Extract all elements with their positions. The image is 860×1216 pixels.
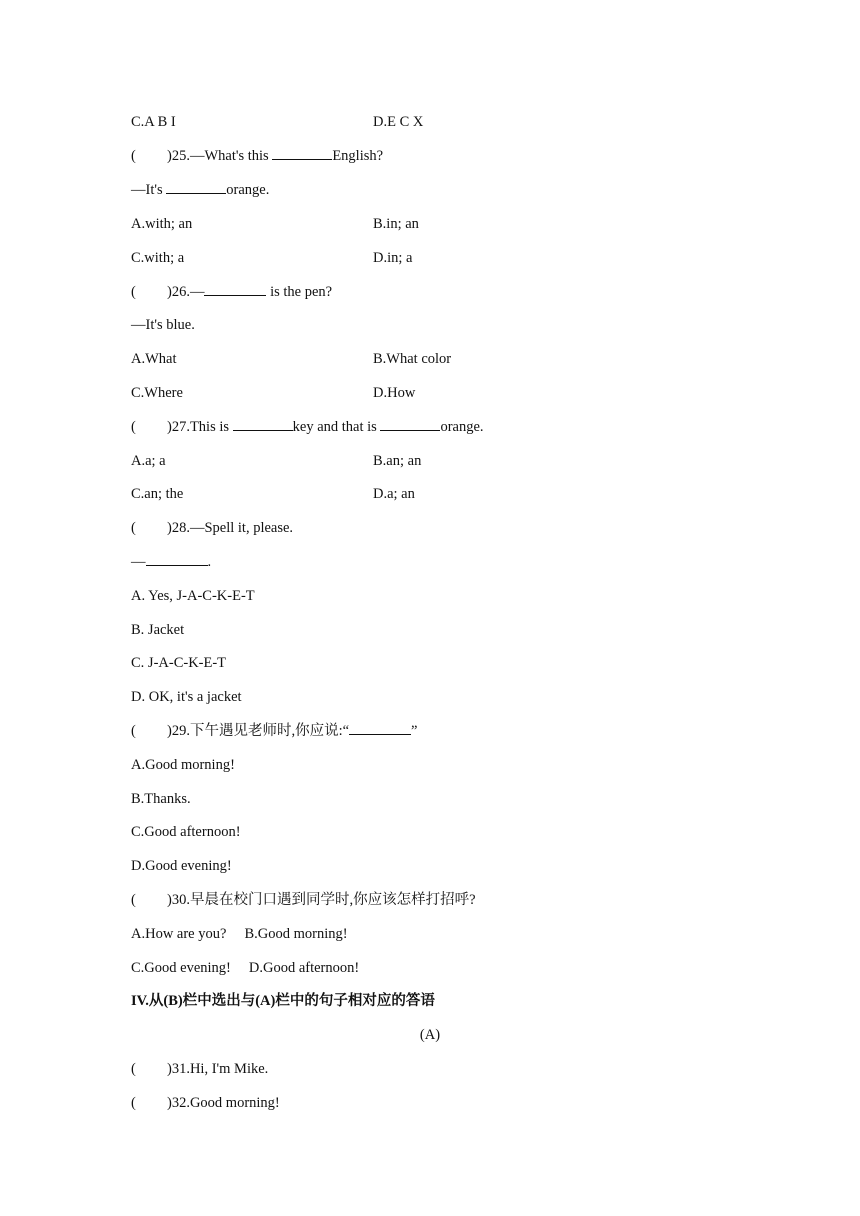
q26-option-a[interactable]: A.What [131, 351, 177, 367]
q27-options-row-2 [131, 483, 751, 505]
q27-option-b[interactable]: B.an; an [373, 453, 422, 469]
q27-option-d[interactable]: D.a; an [373, 486, 415, 502]
q30-stem: ( )30.早晨在校门口遇到同学时,你应该怎样打招呼? [131, 889, 751, 911]
answer-paren[interactable]: ( [131, 520, 136, 536]
q29-option-c[interactable]: C.Good afternoon! [131, 824, 241, 840]
q24-option-c: C.A B I [131, 114, 176, 130]
q32-stem: ( )32.Good morning! [131, 1092, 751, 1114]
q30-options-row-1 [131, 923, 751, 945]
q25-options-row-1 [131, 213, 751, 235]
q29-option-b[interactable]: B.Thanks. [131, 791, 191, 807]
q25-option-d[interactable]: D.in; a [373, 250, 413, 266]
q25-stem: ( )25.—What's this English? [131, 145, 751, 167]
q29-option-a[interactable]: A.Good morning! [131, 757, 235, 773]
fill-blank[interactable] [146, 551, 208, 566]
column-a-label: (A) [419, 1027, 441, 1043]
q31-stem: ( )31.Hi, I'm Mike. [131, 1058, 751, 1080]
q27-options-row-1 [131, 450, 751, 472]
q30-options-row-2 [131, 957, 751, 979]
fill-blank[interactable] [204, 281, 266, 296]
q26-stem: ( )26.— is the pen? [131, 281, 751, 303]
q25-option-b[interactable]: B.in; an [373, 216, 419, 232]
q27-option-a[interactable]: A.a; a [131, 453, 166, 469]
q30-option-d[interactable]: D.Good afternoon! [248, 960, 360, 976]
q25-reply: —It's orange. [131, 179, 751, 201]
fill-blank[interactable] [380, 416, 440, 431]
q30-option-a[interactable]: A.How are you? [131, 926, 227, 942]
q29-stem: ( )29.下午遇见老师时,你应说:“ ” [131, 720, 751, 742]
q30-option-c[interactable]: C.Good evening! [131, 960, 231, 976]
q28-option-c[interactable]: C. J-A-C-K-E-T [131, 655, 227, 671]
q26-option-d[interactable]: D.How [373, 385, 416, 401]
answer-paren[interactable]: ( [131, 148, 136, 164]
fill-blank[interactable] [166, 179, 226, 194]
fill-blank[interactable] [272, 145, 332, 160]
answer-paren[interactable]: ( [131, 284, 136, 300]
fill-blank[interactable] [349, 720, 411, 735]
section-heading: IV.从(B)栏中选出与(A)栏中的句子相对应的答语 [131, 993, 435, 1009]
q24-option-d: D.E C X [373, 114, 424, 130]
q26-option-b[interactable]: B.What color [373, 351, 452, 367]
answer-paren[interactable]: ( [131, 892, 136, 908]
q28-reply: — . [131, 551, 751, 573]
q28-stem: ( )28.—Spell it, please. [131, 517, 751, 539]
answer-paren[interactable]: ( [131, 1061, 136, 1077]
q27-stem: ( )27.This is key and that is orange. [131, 416, 751, 438]
q25-options-row-2 [131, 247, 751, 269]
fill-blank[interactable] [233, 416, 293, 431]
q26-reply: —It's blue. [131, 317, 195, 333]
q25-option-a[interactable]: A.with; an [131, 216, 193, 232]
q29-option-d[interactable]: D.Good evening! [131, 858, 232, 874]
q26-options-row-1 [131, 348, 751, 370]
answer-paren[interactable]: ( [131, 419, 136, 435]
q24-options-row [131, 111, 751, 133]
q28-option-d[interactable]: D. OK, it's a jacket [131, 689, 242, 705]
q28-option-b[interactable]: B. Jacket [131, 622, 185, 638]
q26-option-c[interactable]: C.Where [131, 385, 183, 401]
q27-option-c[interactable]: C.an; the [131, 486, 184, 502]
q25-option-c[interactable]: C.with; a [131, 250, 185, 266]
q26-options-row-2 [131, 382, 751, 404]
answer-paren[interactable]: ( [131, 723, 136, 739]
q30-option-b[interactable]: B.Good morning! [244, 926, 348, 942]
q28-option-a[interactable]: A. Yes, J-A-C-K-E-T [131, 588, 255, 604]
answer-paren[interactable]: ( [131, 1095, 136, 1111]
